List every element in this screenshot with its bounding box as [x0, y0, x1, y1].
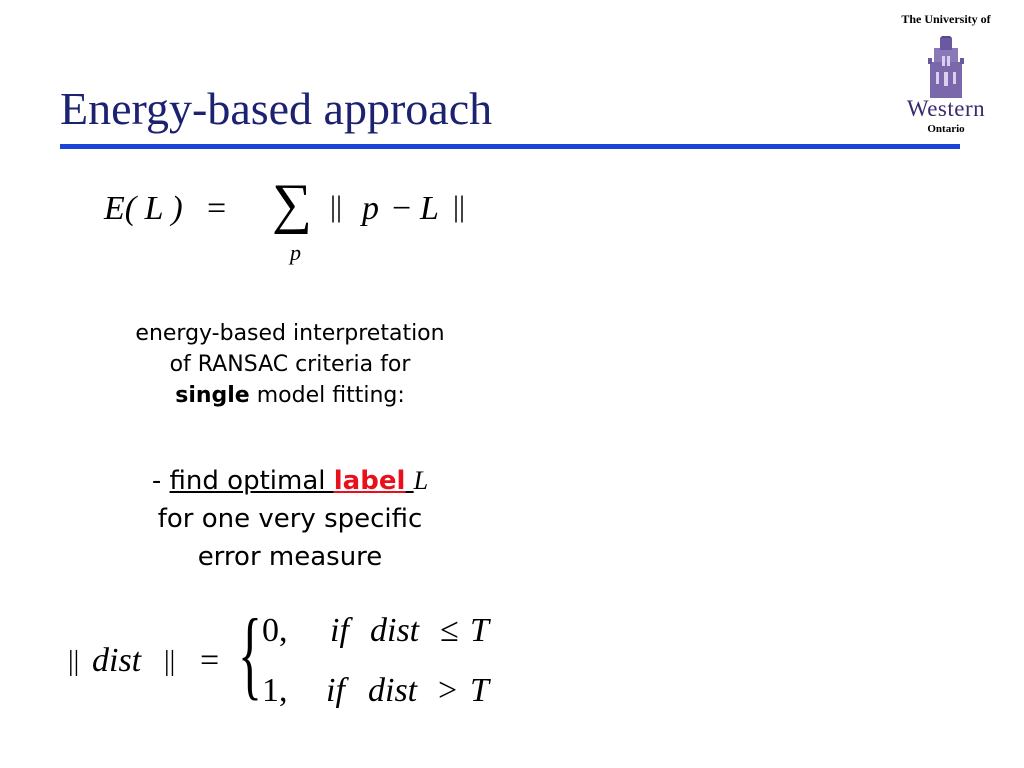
case-1-if: if [330, 612, 349, 649]
case-1-var: dist [370, 612, 420, 649]
case-2-if: if [326, 672, 345, 709]
dist-equals: = [200, 642, 220, 679]
norm-close: || [453, 190, 466, 223]
task-line-2: for one very specific [157, 504, 423, 534]
case-2-var: dist [368, 672, 418, 709]
sum-symbol: ∑ [272, 173, 312, 235]
task-dash: - [151, 466, 170, 496]
task-var-L: L [413, 466, 429, 495]
logo-bottom-text: Ontario [927, 123, 965, 135]
description-line-2: of RANSAC criteria for [169, 352, 411, 377]
description [100, 318, 480, 411]
dist-norm-close: || [164, 646, 176, 677]
dist-norm-open: || [68, 646, 80, 677]
norm-open: || [330, 190, 343, 223]
case-1-op: ≤ [440, 612, 459, 649]
task-text [90, 462, 490, 576]
university-logo [876, 10, 1016, 140]
minus-sign: − [392, 190, 412, 227]
task-highlight-label: label [333, 466, 406, 496]
energy-equals: = [207, 190, 227, 227]
task-line-1 [90, 462, 490, 500]
description-line-1: energy-based interpretation [135, 321, 445, 346]
case-1-value: 0, [262, 612, 288, 649]
slide-title: Energy-based approach [60, 83, 493, 134]
logo-name: Western [906, 96, 986, 121]
logo-top-text: The University of [901, 12, 991, 26]
case-1-T: T [470, 612, 489, 649]
cases-brace: { [238, 598, 262, 709]
description-bold-word: single [175, 383, 250, 408]
case-2-op: > [438, 672, 458, 709]
energy-lhs: E( L ) [104, 190, 183, 227]
dist-lhs: dist [92, 642, 142, 679]
description-line-3-rest: model fitting: [249, 383, 405, 408]
description-line-3 [100, 380, 480, 411]
task-underscore [405, 466, 413, 496]
var-L: L [420, 190, 439, 227]
case-2-value: 1, [262, 672, 288, 709]
var-p: p [362, 190, 379, 227]
tower-icon [926, 36, 966, 98]
case-2-T: T [470, 672, 489, 709]
task-underlined: find optimal [169, 466, 334, 496]
task-line-3: error measure [197, 542, 383, 572]
sum-index: p [290, 240, 301, 265]
title-underline [60, 144, 960, 149]
